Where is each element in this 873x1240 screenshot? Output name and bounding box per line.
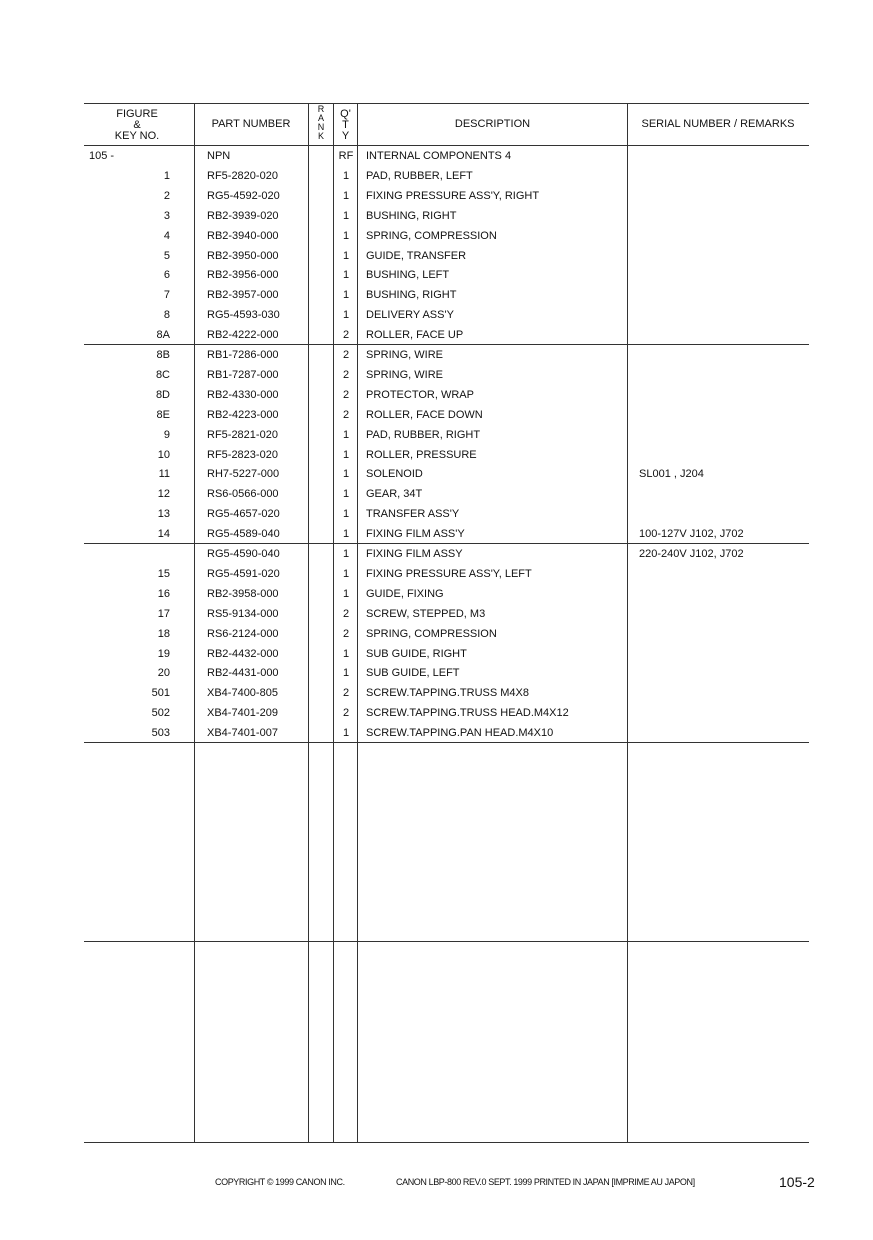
figure-key-cell: 16 <box>157 588 170 600</box>
figure-key-cell: 7 <box>163 289 170 301</box>
qty-cell: 1 <box>342 548 350 560</box>
figure-key-cell: 8A <box>156 329 170 341</box>
part-number-cell: RB2-3950-000 <box>207 250 279 262</box>
remarks-cell: 100-127V J102, J702 <box>639 528 744 540</box>
qty-cell: 1 <box>342 488 350 500</box>
header-bottom-rule <box>84 145 809 146</box>
description-cell: BUSHING, LEFT <box>366 269 450 281</box>
part-number-cell: XB4-7401-007 <box>207 727 278 739</box>
part-number-cell: RG5-4593-030 <box>207 309 280 321</box>
description-cell: ROLLER, FACE UP <box>366 329 464 341</box>
group-divider-rule <box>84 543 809 544</box>
figure-key-cell: 3 <box>163 210 170 222</box>
description-cell: FIXING PRESSURE ASS'Y, LEFT <box>366 568 532 580</box>
part-number-cell: RG5-4657-020 <box>207 508 280 520</box>
qty-cell: 1 <box>342 210 350 222</box>
column-divider <box>194 103 195 1142</box>
header-qty <box>334 109 357 142</box>
description-cell: SCREW.TAPPING.TRUSS M4X8 <box>366 687 529 699</box>
description-cell: FIXING PRESSURE ASS'Y, RIGHT <box>366 190 540 202</box>
description-cell: PROTECTOR, WRAP <box>366 389 474 401</box>
qty-cell: 1 <box>342 170 350 182</box>
description-cell: TRANSFER ASS'Y <box>366 508 460 520</box>
figure-key-cell: 20 <box>157 667 170 679</box>
header-qty-line: Y <box>341 130 350 142</box>
figure-key-cell: 13 <box>157 508 170 520</box>
qty-cell: 1 <box>342 727 350 739</box>
figure-key-cell: 105 - <box>89 150 115 162</box>
description-cell: BUSHING, RIGHT <box>366 289 457 301</box>
description-cell: SCREW, STEPPED, M3 <box>366 608 486 620</box>
description-cell: SOLENOID <box>366 468 423 480</box>
part-number-cell: RB2-4222-000 <box>207 329 279 341</box>
part-number-cell: RF5-2820-020 <box>207 170 278 182</box>
description-cell: PAD, RUBBER, RIGHT <box>366 429 481 441</box>
figure-key-cell: 5 <box>163 250 170 262</box>
part-number-cell: RG5-4589-040 <box>207 528 280 540</box>
qty-cell: 1 <box>342 250 350 262</box>
description-cell: SCREW.TAPPING.TRUSS HEAD.M4X12 <box>366 707 569 719</box>
part-number-cell: RB2-4431-000 <box>207 667 279 679</box>
part-number-cell: RS6-2124-000 <box>207 628 279 640</box>
qty-cell: 1 <box>342 230 350 242</box>
qty-cell: 1 <box>342 190 350 202</box>
description-cell: GUIDE, FIXING <box>366 588 444 600</box>
group-divider-rule <box>84 742 809 743</box>
description-cell: SUB GUIDE, LEFT <box>366 667 460 679</box>
description-cell: FIXING FILM ASS'Y <box>366 528 465 540</box>
column-divider <box>357 103 358 1142</box>
figure-key-cell: 502 <box>151 707 170 719</box>
footer-model-info: CANON LBP-800 REV.0 SEPT. 1999 PRINTED IN JAPAN [IMPRIME AU JAPON] <box>396 1177 695 1187</box>
figure-key-cell: 1 <box>163 170 170 182</box>
header-figure-key <box>100 109 174 142</box>
header-rank-letter: R <box>317 104 325 114</box>
qty-cell: 1 <box>342 568 350 580</box>
part-number-cell: RB2-4223-000 <box>207 409 279 421</box>
page-number: 105-2 <box>779 1174 815 1190</box>
part-number-cell: RB1-7286-000 <box>207 349 279 361</box>
part-number-cell: RG5-4590-040 <box>207 548 280 560</box>
qty-cell: 1 <box>342 648 350 660</box>
figure-key-cell: 8D <box>155 389 170 401</box>
figure-key-cell: 8C <box>155 369 170 381</box>
qty-cell: 2 <box>342 707 350 719</box>
remarks-cell: 220-240V J102, J702 <box>639 548 744 560</box>
figure-key-cell: 19 <box>157 648 170 660</box>
qty-cell: RF <box>338 150 354 162</box>
qty-cell: 2 <box>342 409 350 421</box>
qty-cell: 2 <box>342 369 350 381</box>
description-cell: GEAR, 34T <box>366 488 423 500</box>
header-rank-letter: A <box>317 113 324 123</box>
qty-cell: 1 <box>342 667 350 679</box>
part-number-cell: XB4-7401-209 <box>207 707 278 719</box>
figure-key-cell: 11 <box>158 468 170 480</box>
qty-cell: 1 <box>342 528 350 540</box>
part-number-cell: RF5-2821-020 <box>207 429 278 441</box>
description-cell: SPRING, COMPRESSION <box>366 230 497 242</box>
part-number-cell: RB2-3956-000 <box>207 269 279 281</box>
qty-cell: 1 <box>342 468 350 480</box>
qty-cell: 2 <box>342 628 350 640</box>
description-cell: FIXING FILM ASSY <box>366 548 463 560</box>
header-qty-line: T <box>342 119 349 131</box>
column-divider <box>627 103 628 1142</box>
figure-key-cell: 501 <box>151 687 170 699</box>
qty-cell: 1 <box>342 429 350 441</box>
description-cell: SPRING, WIRE <box>366 349 444 361</box>
figure-key-cell: 17 <box>157 608 170 620</box>
figure-key-cell: 2 <box>163 190 170 202</box>
description-cell: BUSHING, RIGHT <box>366 210 457 222</box>
qty-cell: 2 <box>342 687 350 699</box>
header-keyno-line: KEY NO. <box>114 130 160 142</box>
part-number-cell: RS5-9134-000 <box>207 608 279 620</box>
part-number-cell: RB2-4330-000 <box>207 389 279 401</box>
qty-cell: 2 <box>342 608 350 620</box>
qty-cell: 1 <box>342 309 350 321</box>
part-number-cell: RB2-3957-000 <box>207 289 279 301</box>
header-figure-line: FIGURE <box>116 108 158 120</box>
header-rank-letter: N <box>317 122 325 132</box>
figure-key-cell: 6 <box>163 269 170 281</box>
figure-key-cell: 8 <box>163 309 170 321</box>
header-ampersand-line: & <box>133 119 141 131</box>
figure-key-cell: 4 <box>163 230 170 242</box>
header-rank-letter: K <box>317 131 324 141</box>
part-number-cell: RB2-3939-020 <box>207 210 279 222</box>
part-number-cell: RB2-4432-000 <box>207 648 279 660</box>
table-bottom-rule <box>84 1142 809 1143</box>
qty-cell: 1 <box>342 588 350 600</box>
part-number-cell: RB2-3958-000 <box>207 588 279 600</box>
qty-cell: 1 <box>342 449 350 461</box>
qty-cell: 2 <box>342 329 350 341</box>
qty-cell: 1 <box>342 269 350 281</box>
part-number-cell: RF5-2823-020 <box>207 449 278 461</box>
figure-key-cell: 15 <box>157 568 170 580</box>
description-cell: DELIVERY ASS'Y <box>366 309 454 321</box>
part-number-cell: RB1-7287-000 <box>207 369 279 381</box>
description-cell: INTERNAL COMPONENTS 4 <box>366 150 512 162</box>
part-number-cell: RG5-4591-020 <box>207 568 280 580</box>
table-top-rule <box>84 103 809 104</box>
figure-key-cell: 18 <box>157 628 170 640</box>
figure-key-cell: 12 <box>157 488 170 500</box>
footer-copyright: COPYRIGHT © 1999 CANON INC. <box>215 1177 345 1187</box>
part-number-cell: XB4-7400-805 <box>207 687 278 699</box>
description-cell: GUIDE, TRANSFER <box>366 250 467 262</box>
column-divider <box>333 103 334 1142</box>
qty-cell: 2 <box>342 389 350 401</box>
description-cell: PAD, RUBBER, LEFT <box>366 170 473 182</box>
figure-key-cell: 503 <box>151 727 170 739</box>
part-number-cell: RB2-3940-000 <box>207 230 279 242</box>
header-serial-remarks: SERIAL NUMBER / REMARKS <box>641 118 795 130</box>
column-divider <box>308 103 309 1142</box>
figure-key-cell: 10 <box>157 449 170 461</box>
description-cell: SUB GUIDE, RIGHT <box>366 648 467 660</box>
part-number-cell: RG5-4592-020 <box>207 190 280 202</box>
description-cell: ROLLER, PRESSURE <box>366 449 477 461</box>
part-number-cell: RS6-0566-000 <box>207 488 279 500</box>
header-part-number: PART NUMBER <box>211 118 291 130</box>
group-divider-rule <box>84 941 809 942</box>
figure-key-cell: 8B <box>156 349 170 361</box>
figure-key-cell: 9 <box>163 429 170 441</box>
qty-cell: 2 <box>342 349 350 361</box>
figure-key-cell: 8E <box>156 409 170 421</box>
description-cell: ROLLER, FACE DOWN <box>366 409 483 421</box>
description-cell: SPRING, COMPRESSION <box>366 628 497 640</box>
header-qty-line: Q' <box>340 108 351 120</box>
part-number-cell: NPN <box>207 150 231 162</box>
description-cell: SPRING, WIRE <box>366 369 444 381</box>
remarks-cell: SL001 , J204 <box>639 468 704 480</box>
header-rank <box>309 105 333 141</box>
group-divider-rule <box>84 344 809 345</box>
qty-cell: 1 <box>342 508 350 520</box>
qty-cell: 1 <box>342 289 350 301</box>
part-number-cell: RH7-5227-000 <box>207 468 280 480</box>
header-description: DESCRIPTION <box>454 118 531 130</box>
figure-key-cell: 14 <box>157 528 170 540</box>
description-cell: SCREW.TAPPING.PAN HEAD.M4X10 <box>366 727 554 739</box>
